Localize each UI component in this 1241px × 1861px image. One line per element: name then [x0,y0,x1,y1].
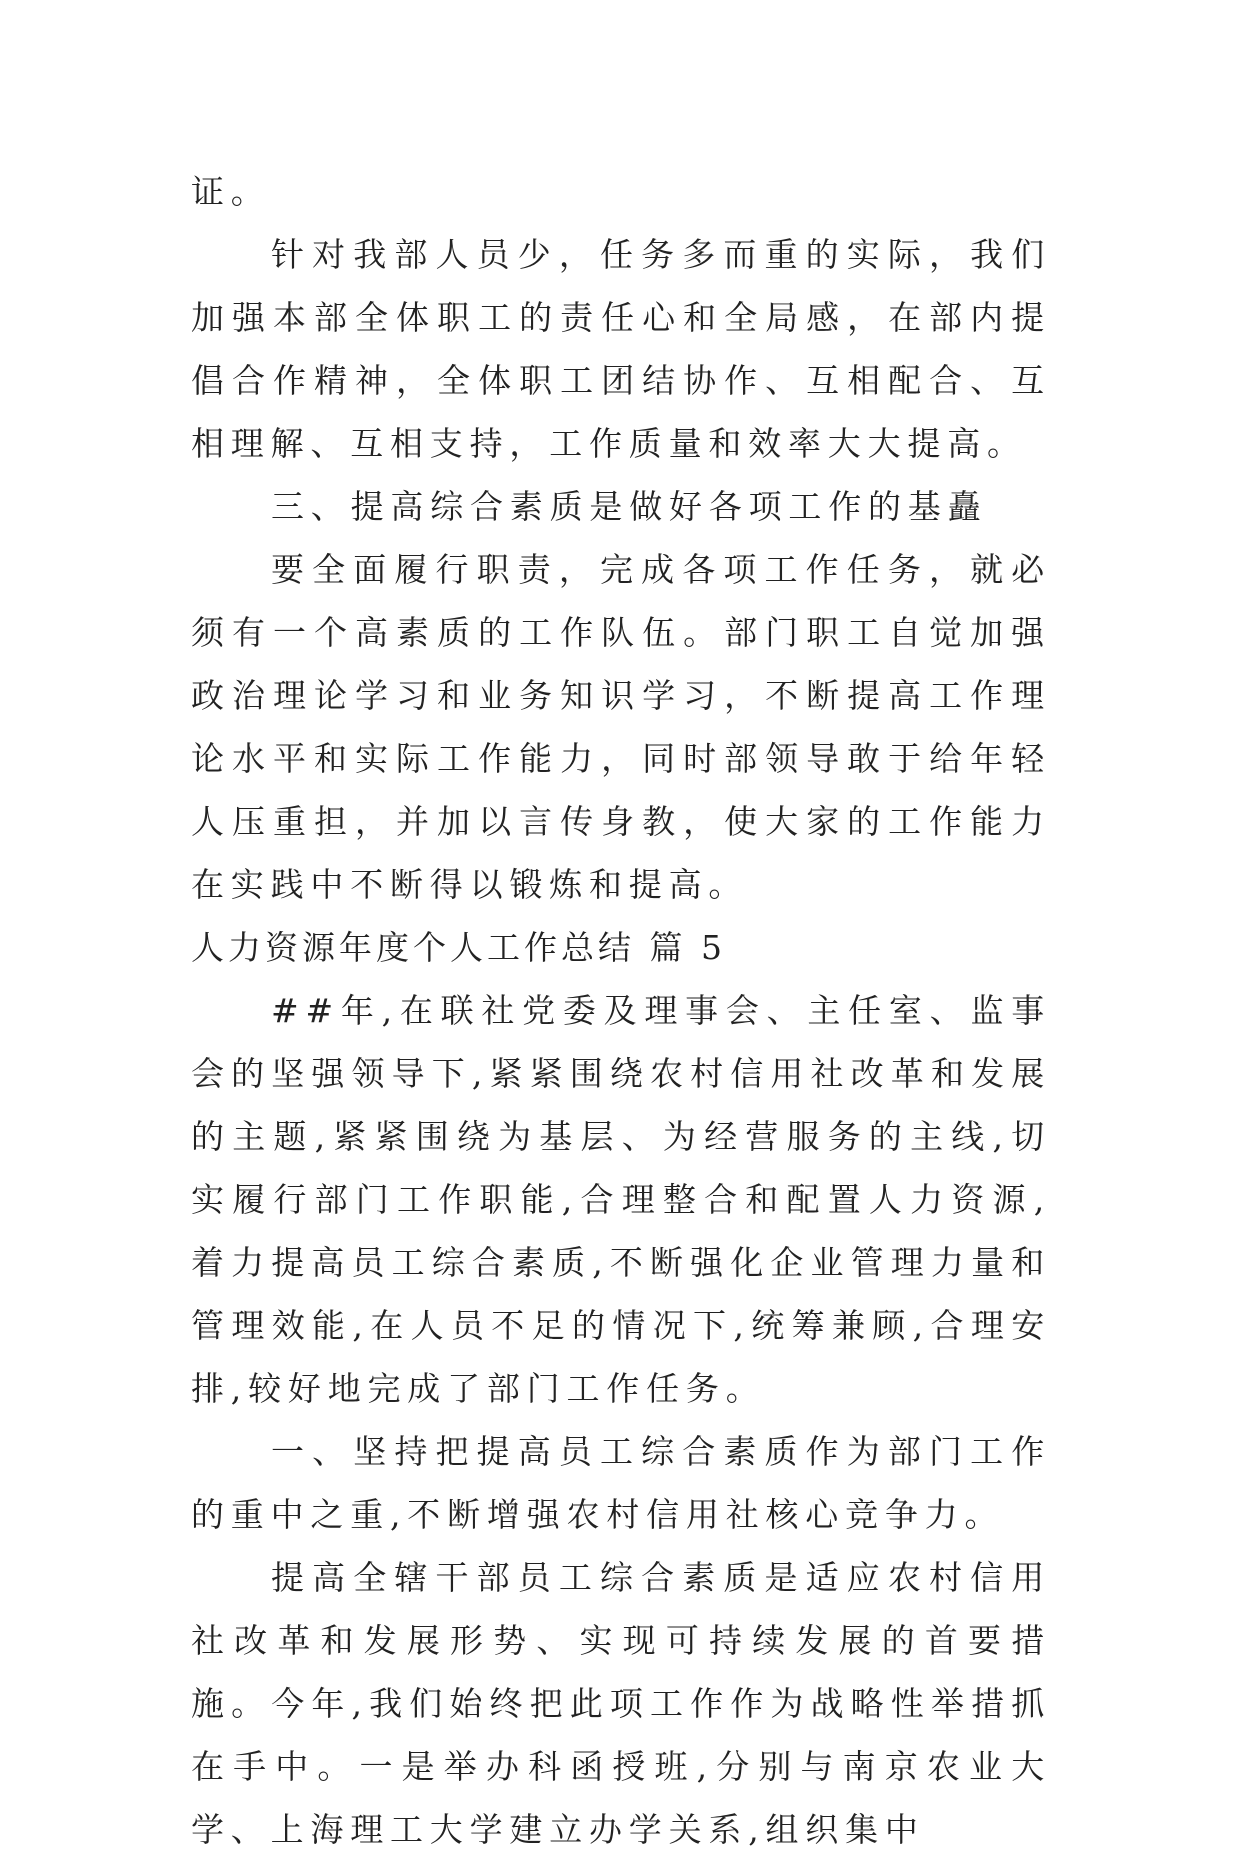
paragraph-year-summary: ##年,在联社党委及理事会、主任室、监事会的坚强领导下,紧紧围绕农村信用社改革和发展的主题,紧紧围绕为基层、为经营服务的主线,切实履行部门工作职能,合理整合和配置人力资源,着力提高员工综合素质,不断强化企业管理力量和管理效能,在人员不足的情况下,统筹兼顾,合理安排,较好地完成了部门工作任务。 [191,991,1051,1408]
paragraph-quality: 要全面履行职责，完成各项工作任务，就必须有一个高素质的工作队伍。部门职工自觉加强政治理论学习和业务知识学习，不断提高工作理论水平和实际工作能力，同时部领导敢于给年轻人压重担，并加以言传身教，使大家的工作能力在实践中不断得以锻炼和提高。 [191,550,1051,904]
section-heading-three: 三、提高综合素质是做好各项工作的基矗 [271,487,988,526]
paragraph-teamwork: 针对我部人员少，任务多而重的实际，我们加强本部全体职工的责任心和全局感，在部内提倡合作精神，全体职工团结协作、互相配合、互相理解、互相支持，工作质量和效率大大提高。 [191,235,1051,463]
document-body [191,160,1051,1861]
paragraph-training: 提高全辖干部员工综合素质是适应农村信用社改革和发展形势、实现可持续发展的首要措施。今年,我们始终把此项工作作为战略性举措抓在手中。一是举办科函授班,分别与南京农业大学、上海理工大学建立办学关系,组织集中 [191,1558,1051,1849]
article-title-part-5: 人力资源年度个人工作总结 篇 5 [191,928,726,967]
section-heading-one: 一、坚持把提高员工综合素质作为部门工作的重中之重,不断增强农村信用社核心竞争力。 [191,1432,1051,1534]
paragraph-continuation: 证。 [191,172,271,211]
